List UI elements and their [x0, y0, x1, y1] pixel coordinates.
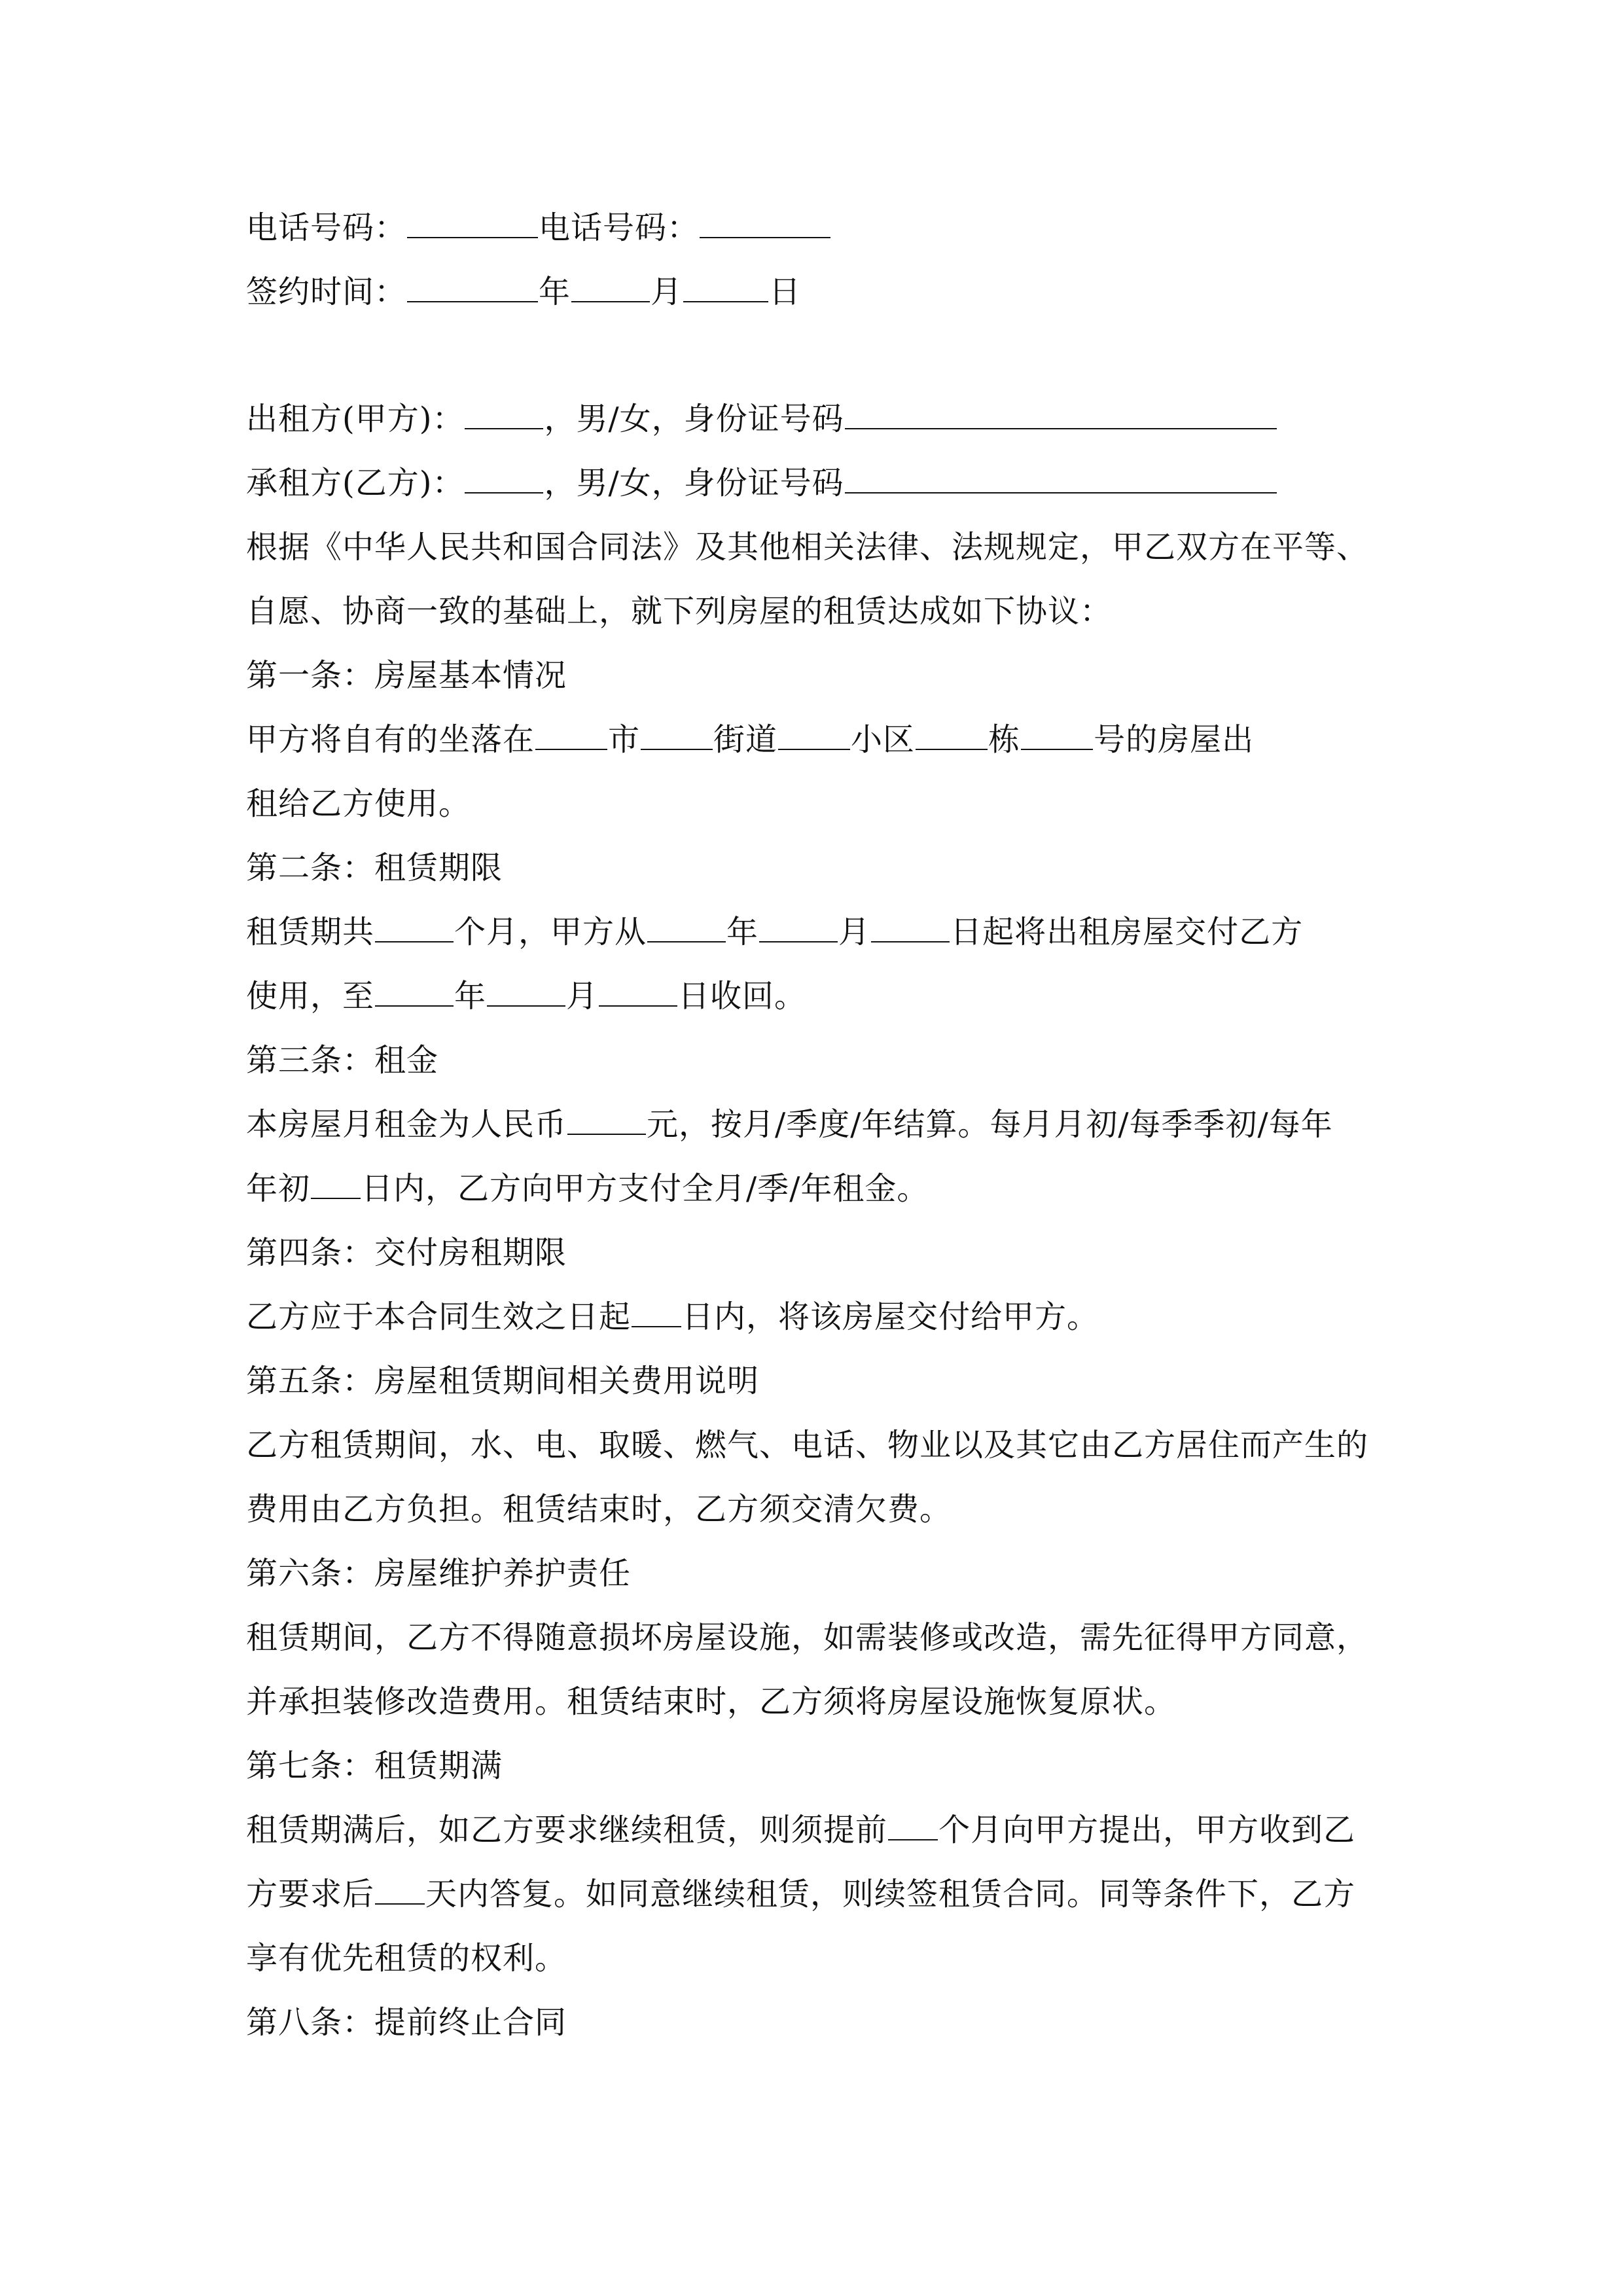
article-heading: 第七条：租赁期满 [246, 1748, 503, 1784]
text-segment: 小区 [851, 721, 916, 758]
paragraph-line [246, 1874, 1398, 1914]
text-segment: 个月向甲方提出，甲方收到乙 [938, 1812, 1356, 1848]
paragraph-line: 乙方租赁期间，水、电、取暖、燃气、电话、物业以及其它由乙方居住而产生的 [246, 1427, 1369, 1463]
paragraph-line: 并承担装修改造费用。租赁结束时，乙方须将房屋设施恢复原状。 [246, 1683, 1177, 1720]
paragraph-line [246, 720, 1398, 759]
blank-field[interactable] [571, 272, 650, 302]
paragraph-line: 享有优先租赁的权利。 [246, 1940, 567, 1977]
sign-date-label: 签约时间： [246, 274, 407, 310]
text-segment: 个月，甲方从 [454, 914, 647, 950]
paragraph-line: 根据《中华人民共和国合同法》及其他相关法律、法规规定，甲乙双方在平等、 [246, 529, 1369, 565]
phone-label-2: 电话号码： [539, 209, 700, 246]
text-segment: 日起将出租房屋交付乙方 [950, 914, 1304, 950]
blank-field[interactable] [1021, 720, 1093, 750]
text-segment: 年 [726, 914, 759, 950]
blank-field[interactable] [311, 1169, 361, 1199]
lessor-label: 出租方(甲方)： [246, 401, 465, 437]
blank-field[interactable] [641, 720, 713, 750]
blank-field[interactable] [778, 720, 850, 750]
blank-field[interactable] [535, 720, 607, 750]
phone-line [246, 208, 1398, 247]
text-segment: 月 [838, 914, 871, 950]
article-heading: 第二条：租赁期限 [246, 850, 503, 886]
blank-field[interactable] [465, 399, 543, 429]
paragraph-line [246, 977, 1398, 1016]
paragraph-line: 租赁期间，乙方不得随意损坏房屋设施，如需装修或改造，需先征得甲方同意， [246, 1619, 1369, 1656]
blank-field[interactable] [375, 1874, 425, 1905]
text-segment: 年初 [246, 1170, 311, 1207]
blank-field[interactable] [871, 912, 950, 942]
text-segment: ，男/女，身份证号码 [544, 465, 844, 501]
blank-field[interactable] [599, 977, 677, 1007]
blank-field[interactable] [845, 399, 1277, 429]
paragraph-line: 费用由乙方负担。租赁结束时，乙方须交清欠费。 [246, 1491, 952, 1528]
text-segment: 租赁期共 [246, 914, 375, 950]
text-segment: 日收回。 [678, 978, 807, 1014]
paragraph-line [246, 1169, 1398, 1208]
text-segment: 使用，至 [246, 978, 375, 1014]
text-segment: ，男/女，身份证号码 [544, 401, 844, 437]
blank-field[interactable] [845, 463, 1277, 493]
text-segment: 天内答复。如同意继续租赁，则续签租赁合同。同等条件下，乙方 [425, 1876, 1356, 1912]
paragraph-line: 租给乙方使用。 [246, 785, 471, 822]
lessor-line [246, 399, 1398, 439]
article-heading: 第五条：房屋租赁期间相关费用说明 [246, 1363, 760, 1399]
article-heading: 第三条：租金 [246, 1042, 439, 1079]
text-segment: 年 [539, 274, 571, 310]
lessee-label: 承租方(乙方)： [246, 465, 465, 501]
sign-date-line [246, 272, 1398, 312]
text-segment: 街道 [713, 721, 778, 758]
text-segment: 本房屋月租金为人民币 [246, 1106, 567, 1143]
lessee-line [246, 463, 1398, 503]
text-segment: 市 [608, 721, 641, 758]
text-segment: 年 [454, 978, 487, 1014]
article-heading: 第六条：房屋维护养护责任 [246, 1555, 632, 1592]
text-segment: 栋 [988, 721, 1021, 758]
article-heading: 第一条：房屋基本情况 [246, 657, 567, 694]
paragraph-line: 自愿、协商一致的基础上，就下列房屋的租赁达成如下协议： [246, 593, 1113, 630]
blank-field[interactable] [683, 272, 768, 302]
text-segment: 租赁期满后，如乙方要求继续租赁，则须提前 [246, 1812, 888, 1848]
text-segment: 元，按月/季度/年结算。每月月初/每季季初/每年 [647, 1106, 1333, 1143]
text-segment: 月 [566, 978, 599, 1014]
text-segment: 月 [651, 274, 683, 310]
paragraph-line [246, 912, 1398, 952]
article-heading: 第八条：提前终止合同 [246, 2004, 567, 2041]
text-segment: 号的房屋出 [1094, 721, 1255, 758]
text-segment: 乙方应于本合同生效之日起 [246, 1299, 632, 1335]
blank-field[interactable] [916, 720, 988, 750]
blank-field[interactable] [407, 272, 538, 302]
blank-field[interactable] [407, 208, 538, 238]
blank-field[interactable] [487, 977, 565, 1007]
paragraph-line [246, 1297, 1398, 1336]
blank-field[interactable] [375, 912, 454, 942]
phone-label-1: 电话号码： [246, 209, 407, 246]
blank-field[interactable] [759, 912, 838, 942]
blank-field[interactable] [632, 1297, 681, 1327]
paragraph-line [246, 1810, 1398, 1850]
text-segment: 日内，乙方向甲方支付全月/季/年租金。 [361, 1170, 929, 1207]
blank-field[interactable] [465, 463, 543, 493]
blank-field[interactable] [647, 912, 726, 942]
article-heading: 第四条：交付房租期限 [246, 1234, 567, 1271]
blank-field[interactable] [375, 977, 454, 1007]
text-segment: 日内，将该房屋交付给甲方。 [682, 1299, 1099, 1335]
blank-field[interactable] [700, 208, 830, 238]
blank-field[interactable] [888, 1810, 938, 1840]
text-segment: 甲方将自有的坐落在 [246, 721, 535, 758]
paragraph-line [246, 1105, 1398, 1144]
blank-field[interactable] [567, 1105, 646, 1135]
text-segment: 方要求后 [246, 1876, 375, 1912]
text-segment: 日 [769, 274, 802, 310]
